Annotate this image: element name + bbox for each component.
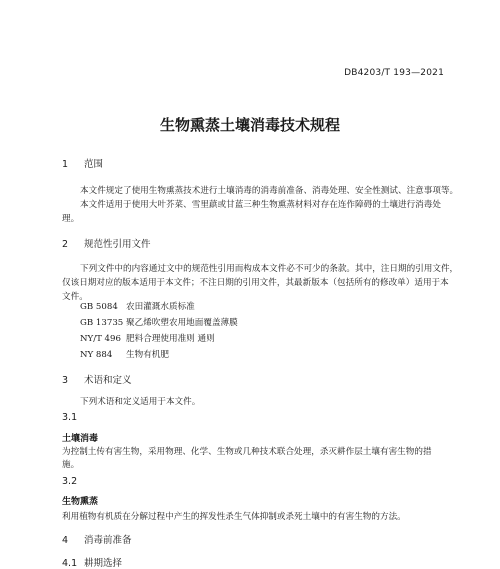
reference-name: 聚乙烯吹塑农用地面覆盖薄膜 bbox=[126, 318, 238, 328]
reference-name: 肥料合理使用准则 通则 bbox=[126, 334, 215, 344]
reference-item bbox=[80, 316, 238, 328]
term-title: 生物熏蒸 bbox=[62, 497, 99, 507]
subsection-title: 耕期选择 bbox=[84, 558, 123, 569]
section-title: 消毒前准备 bbox=[84, 535, 132, 546]
section-1-heading bbox=[62, 156, 103, 170]
reference-name: 生物有机肥 bbox=[126, 350, 169, 360]
paragraph: 本文件适用于使用大叶芥菜、雪里蕻或甘蓝三种生物熏蒸材料对存在连作障碍的土壤进行消毒处 bbox=[80, 200, 441, 210]
section-number: 2 bbox=[62, 239, 69, 250]
section-3-heading bbox=[62, 372, 132, 386]
section-number: 3 bbox=[62, 375, 69, 386]
term-title: 土壤消毒 bbox=[62, 434, 99, 444]
section-title: 规范性引用文件 bbox=[84, 239, 151, 250]
page-title: 生物熏蒸土壤消毒技术规程 bbox=[159, 116, 340, 134]
section-2-heading bbox=[62, 236, 151, 250]
reference-item bbox=[80, 332, 215, 344]
paragraph: 下列术语和定义适用于本文件。 bbox=[80, 397, 201, 407]
reference-code: GB 5084 bbox=[80, 302, 118, 312]
paragraph: 仅该日期对应的版本适用于本文件；不注日期的引用文件，其最新版本（包括所有的修改单）适用于本 bbox=[62, 278, 449, 288]
reference-code: NY 884 bbox=[80, 350, 113, 360]
document-number: DB4203/T 193—2021 bbox=[344, 68, 444, 78]
reference-item bbox=[80, 348, 169, 360]
cutoff-subsection bbox=[0, 558, 500, 569]
section-number: 1 bbox=[62, 159, 69, 170]
section-number: 4 bbox=[62, 535, 69, 546]
paragraph-continuation: 理。 bbox=[62, 214, 80, 224]
term-number: 3.1 bbox=[62, 412, 78, 423]
reference-name: 农田灌溉水质标准 bbox=[126, 302, 195, 312]
section-4-heading bbox=[62, 532, 132, 546]
term-definition-continuation: 施。 bbox=[62, 460, 80, 470]
paragraph: 本文件规定了使用生物熏蒸技术进行土壤消毒的消毒前准备、消毒处理、安全性测试、注意事项等。 bbox=[80, 186, 459, 196]
term-definition: 为控制土传有害生物，采用物理、化学、生物或几种技术联合处理，杀灭耕作层土壤有害生物的措 bbox=[62, 447, 432, 457]
section-title: 术语和定义 bbox=[84, 375, 132, 386]
paragraph-continuation: 文件。 bbox=[62, 292, 88, 302]
section-title: 范围 bbox=[84, 159, 104, 170]
reference-code: GB 13735 bbox=[80, 318, 124, 328]
term-number: 3.2 bbox=[62, 476, 78, 487]
reference-item bbox=[80, 300, 195, 312]
reference-code: NY/T 496 bbox=[80, 334, 121, 344]
paragraph: 下列文件中的内容通过文中的规范性引用而构成本文件必不可少的条款。其中，注日期的引用文件， bbox=[80, 264, 459, 274]
term-definition: 利用植物有机质在分解过程中产生的挥发性杀生气体抑制或杀死土壤中的有害生物的方法。 bbox=[62, 512, 406, 522]
subsection-number: 4.1 bbox=[62, 558, 78, 569]
